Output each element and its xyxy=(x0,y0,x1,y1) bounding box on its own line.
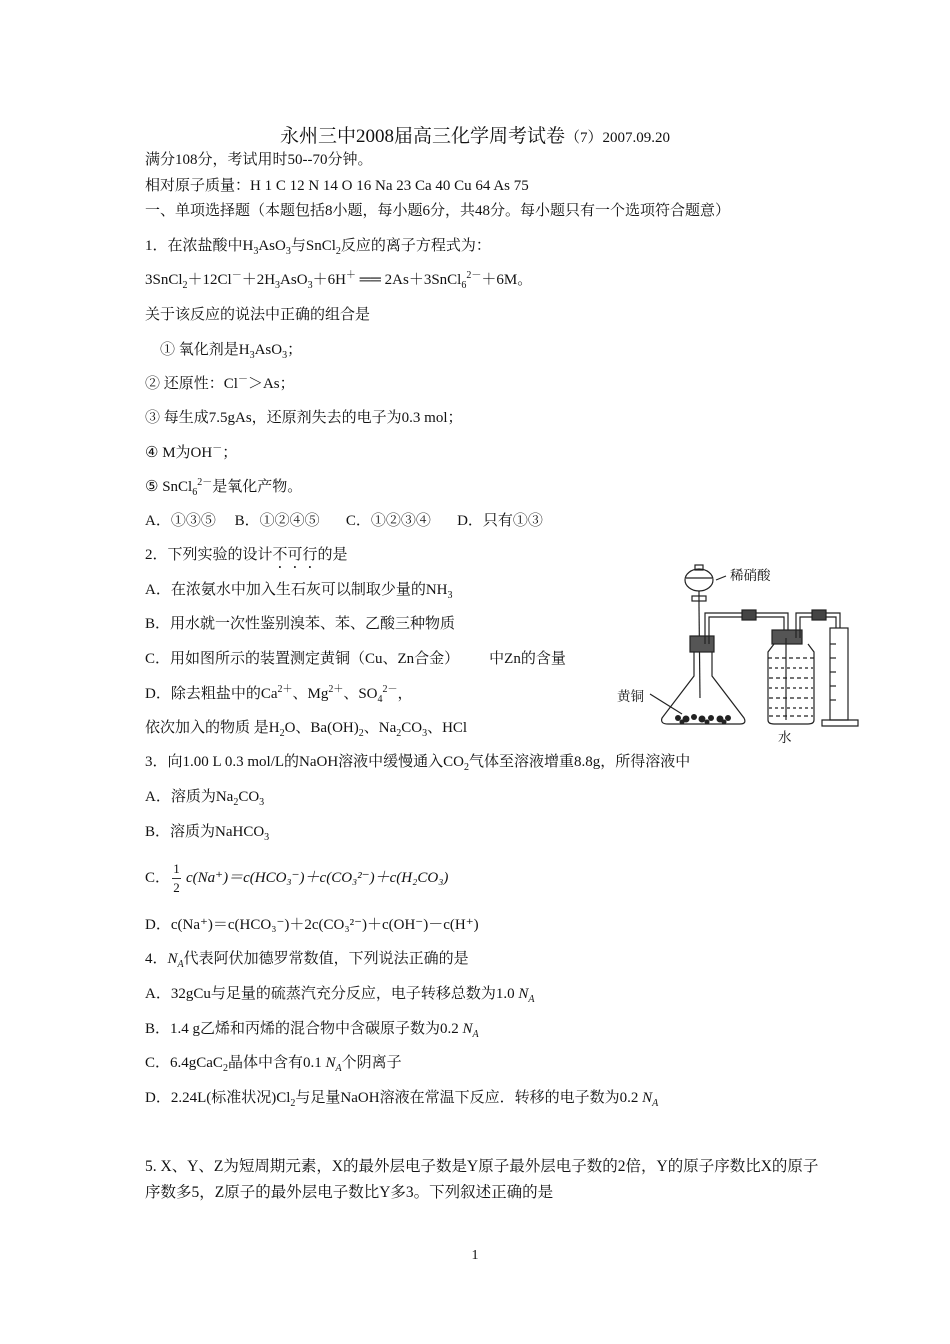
q2-option-a: A．在浓氨水中加入生石灰可以制取少量的$NH_3$ xyxy=(145,582,453,601)
q1-statement-3: ③ 每生成7.5gAs，还原剂失去的电子为0.3 mol； xyxy=(145,410,463,426)
apparatus-drawing xyxy=(612,558,872,740)
q1-equation: $3SnCl_2+12Cl^-+2H_3AsO_3+6H^+$ ══ 2As＋3SnCl$_6^{2-}$＋6M。 xyxy=(145,270,533,291)
q2-option-d-cont: 依次加入的物质 是$H_2O$、$Ba(OH)_2$、$Na_2CO_3$、HCl xyxy=(145,720,468,739)
section-heading: 一、单项选择题（本题包括8小题，每小题6分，共48分。每小题只有一个选项符合题意） xyxy=(145,203,731,219)
q2-stem: 2．下列实验的设计不可行的是 xyxy=(145,547,348,563)
q2-option-c: C．用如图所示的装置测定黄铜（Cu、Zn合金） 中Zn的含量 xyxy=(145,651,566,667)
atomic-mass-line: 相对原子质量：H 1 C 12 N 14 O 16 Na 23 Ca 40 Cu 64 As 75 xyxy=(145,178,529,194)
figure-label-dilute-nitric-acid: 稀硝酸 xyxy=(730,568,771,584)
q2-option-d: D．除去粗盐中的$Ca^{2+}$、$Mg^{2+}$、$SO_4^{2-}$， xyxy=(145,684,413,705)
q2-option-b: B．用水就一次性鉴别溴苯、苯、乙酸三种物质 xyxy=(145,616,456,632)
figure-label-brass: 黄铜 xyxy=(617,689,644,705)
q4-option-a: A．32gCu与足量的硫蒸汽充分反应，电子转移总数为1.0 $N_A$ xyxy=(145,986,535,1005)
q3-option-d: D．c(Na⁺)＝c(HCO₃⁻)＋2c(CO₃²⁻)＋c(OH⁻)－c(H⁺) xyxy=(145,917,479,933)
q3-option-a: A．溶质为$Na_2CO_3$ xyxy=(145,789,265,808)
q1-statement-2: ② 还原性：Cl－＞As； xyxy=(145,374,295,392)
figure-label-water: 水 xyxy=(778,730,792,746)
q1-options: A．①③⑤ B．①②④⑤ C．①②③④ D．只有①③ xyxy=(145,513,543,529)
q1-statement-1: ① 氧化剂是$H_3AsO_3$； xyxy=(160,342,303,361)
q3-stem: 3．向1.00 L 0.3 mol/L的NaOH溶液中缓慢通入$CO_2$气体至溶液增重8.8g，所得溶液中 xyxy=(145,754,691,773)
q3-option-b: B．溶质为NaHCO$_3$ xyxy=(145,824,270,843)
q1-statement-4: ④ M为OH－； xyxy=(145,443,238,461)
q3-option-c: C． $\frac{1}{2}$ c(Na⁺)＝c(HCO₃⁻)＋c(CO₃²⁻)＋c(H₂CO₃) xyxy=(145,861,449,895)
q4-stem: 4．$N_A$代表阿伏加德罗常数值，下列说法正确的是 xyxy=(145,951,469,970)
exam-info-line: 满分108分，考试用时50--70分钟。 xyxy=(145,152,373,168)
fraction-one-half: $\frac{1}{2}$ xyxy=(173,861,180,895)
page-title: 永州三中2008届高三化学周考试卷（7）2007.09.20 xyxy=(279,126,671,147)
apparatus-figure xyxy=(612,558,872,746)
q4-option-b: B．1.4 g乙烯和丙烯的混合物中含碳原子数为0.2 $N_A$ xyxy=(145,1021,479,1040)
q1-stem: 1．在浓盐酸中$H_3AsO_3$与SnCl$_2$反应的离子方程式为： xyxy=(145,238,491,257)
q1-ask: 关于该反应的说法中正确的组合是 xyxy=(145,307,371,323)
page-number: 1 xyxy=(471,1248,479,1263)
q4-option-d: D．2.24L(标准状况)$Cl_2$与足量NaOH溶液在常温下反应．转移的电子数为0.2 $N_A$ xyxy=(145,1090,659,1109)
q4-option-c: C．6.4gCaC$_2$晶体中含有0.1 $N_A$个阴离子 xyxy=(145,1055,402,1074)
q1-statement-5: ⑤ SnCl$_6^{2-}$是氧化产物。 xyxy=(145,477,303,498)
q5-stem: 5. X、Y、Z为短周期元素，X的最外层电子数是Y原子最外层电子数的2倍，Y的原子序数比X的原子序数多5，Z原子的最外层电子数比Y多3。下列叙述正确的是 xyxy=(145,1158,819,1201)
